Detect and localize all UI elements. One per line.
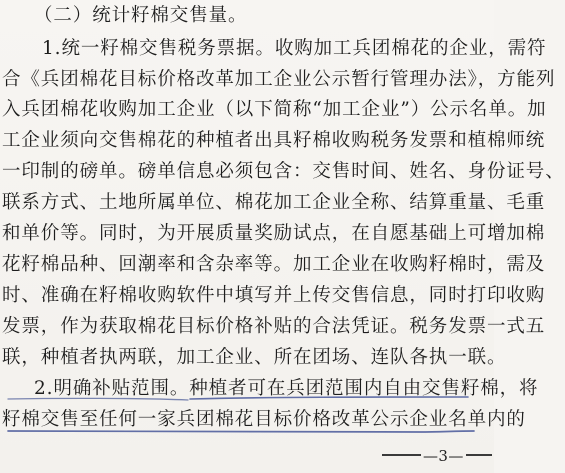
paragraph-line-4: 工企业须向交售棉花的种植者出具籽棉收购税务发票和植棉师统 [2,130,546,151]
paragraph-line-11: 联，种植者执两联，加工企业、所在团场、连队各执一联。 [2,347,507,368]
paragraph-line-8: 花籽棉品种、回潮率和含杂率等。加工企业在收购籽棉时，需及 [2,254,546,275]
paragraph-line-5: 一印制的磅单。磅单信息必须包含：交售时间、姓名、身份证号、 [2,161,565,182]
paragraph-line-10: 发票，作为获取棉花目标价格补贴的合法凭证。税务发票一式五 [2,316,546,337]
page-number: —3— [423,447,464,465]
paragraph-line-2: 合《兵团棉花目标价格改革加工企业公示暂行管理办法》，方能列 [2,69,556,90]
paragraph-line-12: 2.明确补贴范围。种植者可在兵团范围内自由交售籽棉，将 [34,378,539,399]
paragraph-line-13: 籽棉交售至任何一家兵团棉花目标价格改革公示企业名单内的 [2,409,526,430]
section-heading: （二）统计籽棉交售量。 [34,5,248,26]
paragraph-line-3: 入兵团棉花收购加工企业（以下简称“加工企业”）公示名单。加 [2,99,547,120]
paragraph-line-7: 和单价等。同时，为开展质量奖励试点，在自愿基础上可增加棉 [2,223,546,244]
paragraph-line-9: 时、准确在籽棉收购软件中填写并上传交售信息，同时打印收购 [2,285,546,306]
paragraph-line-6: 联系方式、土地所属单位、棉花加工企业全称、结算重量、毛重 [2,192,546,213]
paragraph-line-1: 1.统一籽棉交售税务票据。收购加工兵团棉花的企业，需符 [42,38,547,59]
